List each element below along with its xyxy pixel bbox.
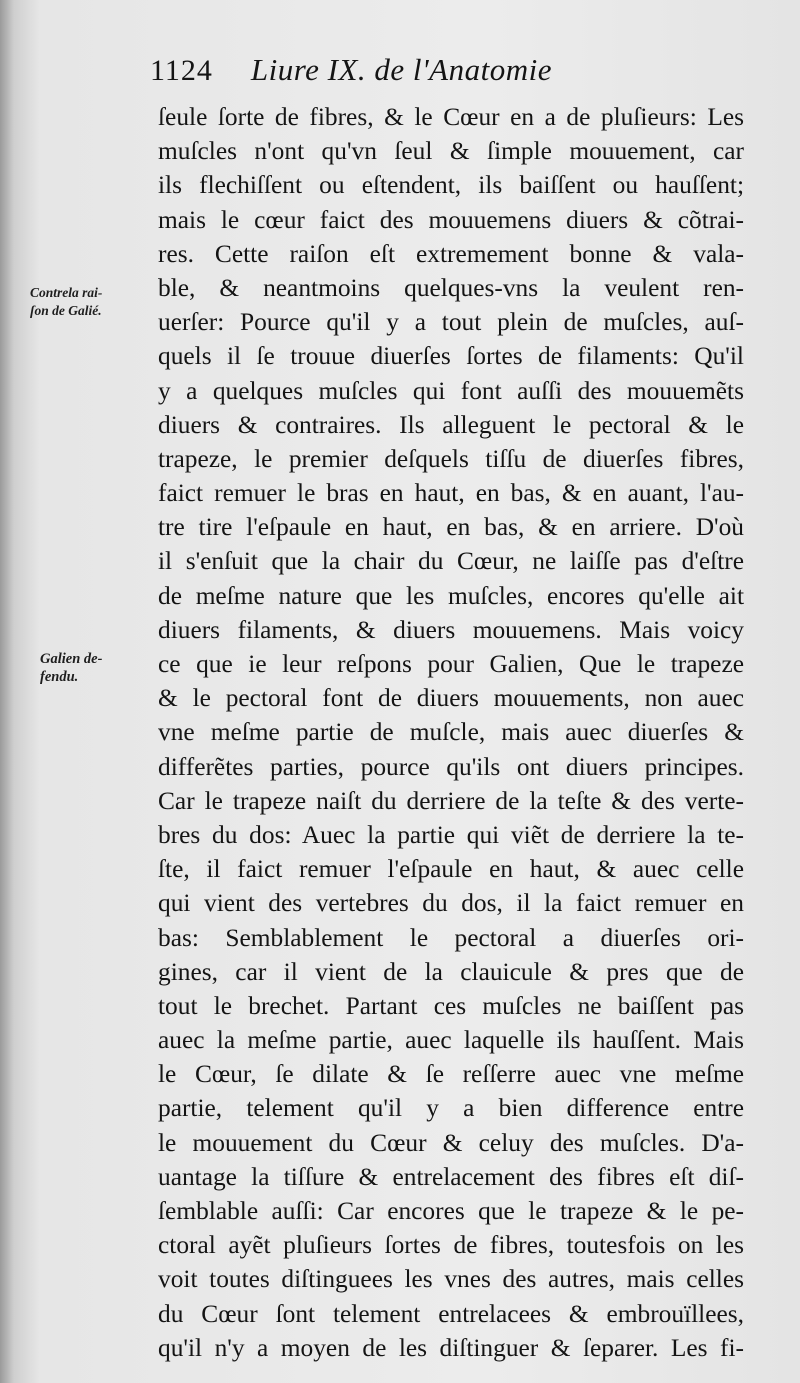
text-line: tout le brechet. Partant ces muſcles ne baiſſent pas [158, 991, 744, 1020]
text-line: y a quelques muſcles qui font auſſi des mouuemẽts [158, 376, 744, 405]
text-line: tre tire l'eſpaule en haut, en bas, & en arriere. D'où [158, 513, 744, 542]
text-line: diuers filaments, & diuers mouuemens. Mais voicy [158, 615, 744, 644]
running-title: Liure IX. de l'Anatomie [250, 52, 552, 87]
text-line: qui vient des vertebres du dos, il la faict remuer en [158, 889, 744, 918]
text-line: voit toutes diſtinguees les vnes des autres, mais celles [158, 1265, 744, 1294]
text-line: differẽtes parties, pource qu'ils ont diuers principes. [158, 752, 744, 781]
text-line: ſte, il faict remuer l'eſpaule en haut, & auec celle [158, 855, 744, 884]
text-line: le mouuement du Cœur & celuy des muſcles. D'a- [158, 1128, 744, 1157]
text-line: il s'enſuit que la chair du Cœur, ne laiſſe pas d'eſtre [158, 547, 744, 576]
text-line: diuers & contraires. Ils alleguent le pectoral & le [158, 410, 744, 439]
text-line: muſcles n'ont qu'vn ſeul & ſimple mouuement, car [158, 137, 744, 166]
body-text [158, 100, 744, 1365]
text-line: Car le trapeze naiſt du derriere de la teſte & des verte- [158, 786, 744, 815]
text-line: partie, telement qu'il y a bien difference entre [158, 1094, 744, 1123]
text-line: ils flechiſſent ou eſtendent, ils baiſſent ou hauſſent; [158, 171, 744, 200]
text-line: de meſme nature que les muſcles, encores qu'elle ait [158, 581, 744, 610]
margin-note-line: fendu. [40, 669, 79, 685]
text-line: ſeule ſorte de fibres, & le Cœur en a de pluſieurs: Les [158, 103, 744, 131]
text-line: res. Cette raiſon eſt extremement bonne & vala- [158, 239, 744, 268]
text-line: mais le cœur faict des mouuemens diuers & cõtrai- [158, 205, 744, 234]
text-line: & le pectoral font de diuers mouuements, non auec [158, 684, 744, 713]
text-line: gines, car il vient de la clauicule & pres que de [158, 957, 744, 986]
text-line: auec la meſme partie, auec laquelle ils hauſſent. Mais [158, 1026, 744, 1055]
margin-note-galien-defendu [40, 650, 162, 686]
text-line: uerſer: Pource qu'il y a tout plein de muſcles, auſ- [158, 308, 744, 337]
text-line: ctoral ayẽt pluſieurs ſortes de fibres, toutesfois on les [158, 1231, 744, 1260]
text-line: quels il ſe trouue diuerſes ſortes de filaments: Qu'il [158, 342, 744, 371]
page-number: 1124 [150, 54, 213, 87]
margin-note-contre-la-raison [30, 284, 152, 320]
text-line: trapeze, le premier deſquels tiſſu de diuerſes fibres, [158, 444, 744, 473]
margin-note-line: Contrela rai- [30, 285, 103, 300]
text-line: bres du dos: Auec la partie qui viẽt de derriere la te- [158, 820, 744, 849]
text-line: ble, & neantmoins quelques-vns la veulent ren- [158, 273, 744, 302]
text-line: ſemblable auſſi: Car encores que le trapeze & le pe- [158, 1197, 744, 1225]
margin-note-line: ſon de Galié. [30, 303, 102, 318]
text-line: bas: Semblablement le pectoral a diuerſes ori- [158, 923, 744, 952]
text-line: du Cœur ſont telement entrelacees & embrouïllees, [158, 1299, 744, 1328]
text-line: le Cœur, ſe dilate & ſe reſſerre auec vne meſme [158, 1060, 744, 1089]
page-header [150, 52, 710, 98]
text-line: faict remuer le bras en haut, en bas, & en auant, l'au- [158, 479, 744, 508]
text-line: vne meſme partie de muſcle, mais auec diuerſes & [158, 718, 744, 747]
text-line: qu'il n'y a moyen de les diſtinguer & ſeparer. Les fi- [158, 1333, 744, 1362]
text-line: uantage la tiſſure & entrelacement des fibres eſt diſ- [158, 1162, 744, 1191]
text-line: ce que ie leur reſpons pour Galien, Que le trapeze [158, 650, 744, 678]
margin-note-line: Galien de- [40, 651, 103, 667]
